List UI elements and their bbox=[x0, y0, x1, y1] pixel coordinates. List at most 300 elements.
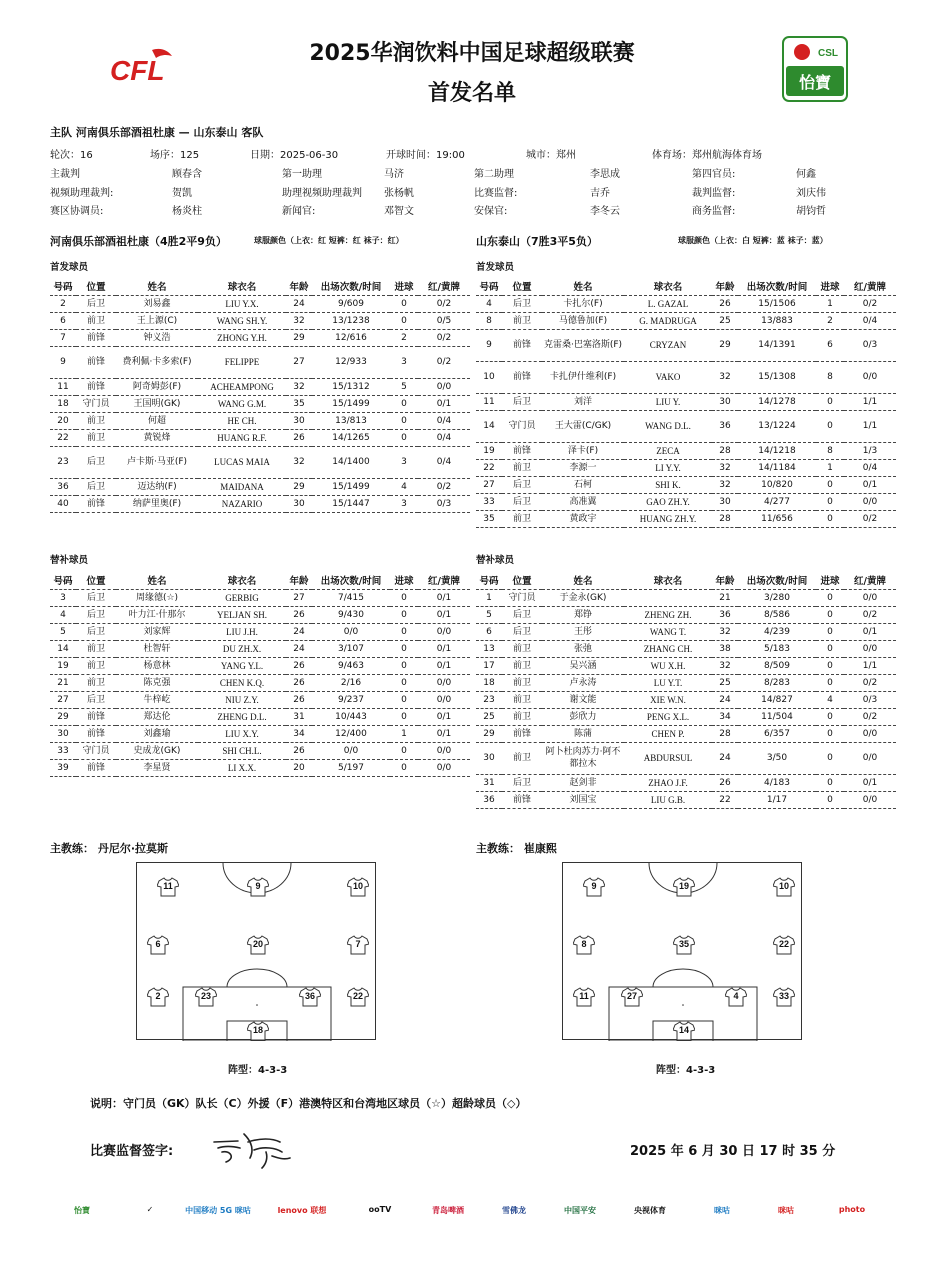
column-header: 进球 bbox=[390, 278, 418, 295]
player-row bbox=[50, 725, 470, 742]
player-cell: 0/2 bbox=[844, 295, 896, 312]
match-info-field: 轮次：16 bbox=[50, 150, 93, 161]
player-row bbox=[476, 410, 896, 442]
player-cell: 19 bbox=[50, 657, 76, 674]
sponsor-logo bbox=[479, 1194, 549, 1230]
player-cell: 14 bbox=[476, 410, 502, 442]
player-cell: 守门员 bbox=[76, 742, 116, 759]
player-cell: 王上源(C) bbox=[116, 312, 198, 329]
match-info-field: 第二助理 bbox=[474, 169, 514, 180]
player-cell: 0 bbox=[390, 412, 418, 429]
player-row bbox=[476, 295, 896, 312]
player-cell: 前卫 bbox=[76, 412, 116, 429]
player-cell: 后卫 bbox=[502, 476, 542, 493]
player-cell: 陈蒲 bbox=[542, 725, 624, 742]
player-shirt bbox=[773, 935, 795, 955]
shirt-number: 23 bbox=[200, 991, 211, 1001]
player-cell: 36 bbox=[50, 478, 76, 495]
player-cell: 1 bbox=[816, 295, 844, 312]
player-cell: 阿卜杜肉苏力·阿不都拉木 bbox=[542, 742, 624, 774]
player-cell: 5 bbox=[476, 606, 502, 623]
player-cell: 10 bbox=[476, 361, 502, 393]
player-cell: 3 bbox=[390, 346, 418, 378]
player-shirt bbox=[247, 1021, 269, 1041]
sponsor-name: 青岛啤酒 bbox=[432, 1206, 464, 1215]
player-cell: 22 bbox=[50, 429, 76, 446]
player-cell: 1 bbox=[476, 589, 502, 606]
player-cell: 前卫 bbox=[502, 657, 542, 674]
player-cell: 9 bbox=[50, 346, 76, 378]
player-cell: 36 bbox=[712, 410, 738, 442]
away-formation-pitch bbox=[562, 862, 802, 1040]
table-header-row bbox=[476, 572, 896, 589]
player-cell: 0 bbox=[816, 742, 844, 774]
player-cell: 刘易鑫 bbox=[116, 295, 198, 312]
player-cell: 0/0 bbox=[418, 623, 470, 640]
column-header: 红/黄牌 bbox=[418, 572, 470, 589]
player-cell: 石柯 bbox=[542, 476, 624, 493]
sponsor-logo bbox=[545, 1194, 615, 1230]
match-info-field: 刘庆伟 bbox=[796, 188, 826, 199]
player-shirt bbox=[247, 935, 269, 955]
player-cell: 8 bbox=[816, 361, 844, 393]
player-shirt bbox=[347, 987, 369, 1007]
shirt-number: 6 bbox=[155, 939, 161, 949]
player-cell: 26 bbox=[286, 606, 312, 623]
match-info-field: 城市：郑州 bbox=[526, 150, 576, 161]
player-cell: 4 bbox=[476, 295, 502, 312]
match-info-field: 何鑫 bbox=[796, 169, 816, 180]
player-cell: 卢卡斯·马亚(F) bbox=[116, 446, 198, 478]
away-coach: 主教练： 崔康熙 bbox=[476, 842, 557, 855]
player-cell: 7 bbox=[50, 329, 76, 346]
player-cell: 9/463 bbox=[312, 657, 390, 674]
player-cell: 25 bbox=[712, 312, 738, 329]
player-cell: 卡扎伊什维利(F) bbox=[542, 361, 624, 393]
player-cell: 29 bbox=[286, 329, 312, 346]
column-header: 号码 bbox=[476, 572, 502, 589]
player-cell: 守门员 bbox=[76, 395, 116, 412]
player-cell: 4/239 bbox=[738, 623, 816, 640]
player-cell: CHEN P. bbox=[624, 725, 712, 742]
match-info-field: 胡钧哲 bbox=[796, 206, 826, 217]
shirt-number: 27 bbox=[626, 991, 637, 1001]
player-cell: 15/1499 bbox=[312, 395, 390, 412]
csl-logo bbox=[782, 36, 848, 102]
player-cell: G. MADRUGA bbox=[624, 312, 712, 329]
column-header: 红/黄牌 bbox=[844, 278, 896, 295]
player-cell: 0/1 bbox=[418, 640, 470, 657]
home-away-line: 主队 河南俱乐部酒祖杜康 — 山东泰山 客队 bbox=[50, 126, 264, 139]
home-team-title: 河南俱乐部酒祖杜康（4胜2平9负） bbox=[50, 235, 227, 248]
player-cell: XIE W.N. bbox=[624, 691, 712, 708]
match-info-field: 新闻官: bbox=[282, 206, 316, 217]
player-cell: ZHENG ZH. bbox=[624, 606, 712, 623]
player-cell: 32 bbox=[712, 623, 738, 640]
player-cell: 32 bbox=[712, 476, 738, 493]
player-cell: HE CH. bbox=[198, 412, 286, 429]
player-cell: 0/2 bbox=[844, 606, 896, 623]
player-row bbox=[476, 623, 896, 640]
column-header: 号码 bbox=[50, 278, 76, 295]
player-cell: NAZARIO bbox=[198, 495, 286, 512]
player-cell: 7/415 bbox=[312, 589, 390, 606]
player-cell: 0 bbox=[816, 791, 844, 808]
shirt-number: 20 bbox=[252, 939, 263, 949]
player-cell: 0/1 bbox=[418, 725, 470, 742]
player-cell: 2 bbox=[390, 329, 418, 346]
player-cell: 于金永(GK) bbox=[542, 589, 624, 606]
player-row bbox=[476, 674, 896, 691]
player-cell: 后卫 bbox=[502, 295, 542, 312]
player-shirt bbox=[247, 877, 269, 897]
match-info-field: 贺凯 bbox=[172, 188, 192, 199]
column-header: 年龄 bbox=[286, 572, 312, 589]
player-row bbox=[50, 478, 470, 495]
player-cell: NIU Z.Y. bbox=[198, 691, 286, 708]
player-cell: 29 bbox=[286, 478, 312, 495]
player-cell: 前锋 bbox=[76, 708, 116, 725]
player-row bbox=[476, 791, 896, 808]
player-cell: 9/237 bbox=[312, 691, 390, 708]
sponsor-logo bbox=[47, 1194, 117, 1230]
player-cell: 23 bbox=[50, 446, 76, 478]
player-cell: 13/813 bbox=[312, 412, 390, 429]
player-cell: 1/1 bbox=[844, 393, 896, 410]
shirt-number: 9 bbox=[591, 881, 597, 891]
shirt-number: 11 bbox=[579, 991, 589, 1001]
player-cell: 刘国宝 bbox=[542, 791, 624, 808]
player-cell: WANG T. bbox=[624, 623, 712, 640]
away-subs-label: 替补球员 bbox=[476, 555, 515, 566]
player-cell: 前锋 bbox=[76, 495, 116, 512]
player-row bbox=[50, 623, 470, 640]
player-cell: 马德鲁加(F) bbox=[542, 312, 624, 329]
player-cell: 纳萨里奥(F) bbox=[116, 495, 198, 512]
player-cell: 24 bbox=[286, 640, 312, 657]
player-cell: 0/1 bbox=[844, 774, 896, 791]
player-cell: 后卫 bbox=[76, 589, 116, 606]
player-cell: 后卫 bbox=[502, 774, 542, 791]
player-row bbox=[476, 510, 896, 527]
player-cell: 0/0 bbox=[844, 589, 896, 606]
player-cell: 0 bbox=[816, 393, 844, 410]
player-cell: 35 bbox=[476, 510, 502, 527]
player-cell: 26 bbox=[286, 429, 312, 446]
player-cell: 15/1447 bbox=[312, 495, 390, 512]
player-cell: ABDURSUL bbox=[624, 742, 712, 774]
player-cell: 18 bbox=[476, 674, 502, 691]
player-cell: 4 bbox=[390, 478, 418, 495]
match-info-field: 裁判监督: bbox=[692, 188, 736, 199]
player-shirt bbox=[347, 935, 369, 955]
player-cell: 20 bbox=[286, 759, 312, 776]
player-shirt bbox=[195, 987, 217, 1007]
player-cell: 3 bbox=[390, 446, 418, 478]
player-row bbox=[476, 476, 896, 493]
player-row bbox=[476, 589, 896, 606]
sponsor-name: ✓ bbox=[146, 1205, 154, 1214]
player-cell: 29 bbox=[476, 725, 502, 742]
player-cell: 后卫 bbox=[502, 393, 542, 410]
match-info-row bbox=[50, 184, 900, 202]
player-cell: 吴兴涵 bbox=[542, 657, 624, 674]
match-info-field: 赛区协调员: bbox=[50, 206, 104, 217]
player-cell: 0/0 bbox=[312, 623, 390, 640]
player-cell: 26 bbox=[286, 657, 312, 674]
player-cell: 前锋 bbox=[76, 378, 116, 395]
player-cell: 5/183 bbox=[738, 640, 816, 657]
sponsor-caption bbox=[183, 1194, 253, 1199]
player-shirt bbox=[621, 987, 643, 1007]
player-cell: 0/2 bbox=[844, 708, 896, 725]
player-cell: 高准翼 bbox=[542, 493, 624, 510]
player-cell: 8/586 bbox=[738, 606, 816, 623]
player-cell: 后卫 bbox=[76, 478, 116, 495]
home-coach: 主教练： 丹尼尔·拉莫斯 bbox=[50, 842, 169, 855]
sponsor-name: lenovo 联想 bbox=[277, 1206, 327, 1215]
player-cell: 郑铮 bbox=[542, 606, 624, 623]
match-info-field: 开球时间：19:00 bbox=[386, 150, 465, 161]
player-cell: WANG G.M. bbox=[198, 395, 286, 412]
player-cell: 0 bbox=[816, 493, 844, 510]
sponsor-caption bbox=[345, 1194, 415, 1199]
shirt-number: 19 bbox=[678, 881, 689, 891]
player-cell: 38 bbox=[712, 640, 738, 657]
player-cell: 13/1224 bbox=[738, 410, 816, 442]
player-cell: 王国明(GK) bbox=[116, 395, 198, 412]
player-cell: 前锋 bbox=[76, 759, 116, 776]
player-cell: 王大雷(C/GK) bbox=[542, 410, 624, 442]
match-info-field: 马济 bbox=[384, 169, 404, 180]
player-cell: 0/0 bbox=[418, 378, 470, 395]
player-cell: 36 bbox=[476, 791, 502, 808]
player-cell: 26 bbox=[712, 774, 738, 791]
player-cell: 22 bbox=[712, 791, 738, 808]
sponsor-logo bbox=[267, 1194, 337, 1230]
player-cell: LIU J.H. bbox=[198, 623, 286, 640]
player-cell bbox=[624, 589, 712, 606]
player-cell: SHI CH.L. bbox=[198, 742, 286, 759]
column-header: 进球 bbox=[390, 572, 418, 589]
player-cell: 14/1184 bbox=[738, 459, 816, 476]
player-cell: 后卫 bbox=[502, 623, 542, 640]
column-header: 出场次数/时间 bbox=[312, 278, 390, 295]
player-cell: 前卫 bbox=[502, 510, 542, 527]
player-row bbox=[476, 708, 896, 725]
player-row bbox=[50, 295, 470, 312]
match-info-field: 日期：2025-06-30 bbox=[250, 150, 339, 161]
player-row bbox=[476, 774, 896, 791]
player-cell: 0 bbox=[816, 708, 844, 725]
player-cell: 前锋 bbox=[76, 725, 116, 742]
player-cell: 28 bbox=[712, 442, 738, 459]
player-cell: 前卫 bbox=[502, 459, 542, 476]
player-shirt bbox=[773, 987, 795, 1007]
player-row bbox=[476, 329, 896, 361]
player-cell: 31 bbox=[476, 774, 502, 791]
player-cell: 14/1265 bbox=[312, 429, 390, 446]
player-cell: 1/1 bbox=[844, 410, 896, 442]
player-cell: 0 bbox=[390, 640, 418, 657]
player-cell: 2 bbox=[816, 312, 844, 329]
player-row bbox=[50, 606, 470, 623]
player-cell: 张弛 bbox=[542, 640, 624, 657]
player-cell: 31 bbox=[286, 708, 312, 725]
player-cell: 12/616 bbox=[312, 329, 390, 346]
player-cell: 14 bbox=[50, 640, 76, 657]
player-cell: 32 bbox=[286, 312, 312, 329]
shirt-number: 10 bbox=[778, 881, 789, 891]
sponsor-name: 咪咕 bbox=[778, 1206, 794, 1215]
match-info-field: 助理视频助理裁判 bbox=[282, 188, 362, 199]
player-cell: 11 bbox=[50, 378, 76, 395]
shirt-number: 36 bbox=[304, 991, 315, 1001]
player-cell: 30 bbox=[712, 393, 738, 410]
column-header: 进球 bbox=[816, 278, 844, 295]
player-cell: 24 bbox=[286, 623, 312, 640]
player-cell: 15/1499 bbox=[312, 478, 390, 495]
match-info-row bbox=[50, 202, 900, 220]
player-cell: 0/0 bbox=[418, 759, 470, 776]
player-cell: 32 bbox=[286, 378, 312, 395]
player-cell: ACHEAMPONG bbox=[198, 378, 286, 395]
player-cell: 24 bbox=[286, 295, 312, 312]
player-cell: 27 bbox=[476, 476, 502, 493]
player-row bbox=[50, 446, 470, 478]
player-cell: 0 bbox=[390, 589, 418, 606]
sponsor-caption bbox=[267, 1194, 337, 1199]
player-cell: ZECA bbox=[624, 442, 712, 459]
player-row bbox=[50, 346, 470, 378]
player-cell: 牛梓屹 bbox=[116, 691, 198, 708]
player-cell: 13 bbox=[476, 640, 502, 657]
player-cell: 彭欣力 bbox=[542, 708, 624, 725]
player-cell: 25 bbox=[476, 708, 502, 725]
player-cell: 11/656 bbox=[738, 510, 816, 527]
player-cell: 8 bbox=[476, 312, 502, 329]
away-starters-label: 首发球员 bbox=[476, 262, 515, 273]
player-cell: 0/2 bbox=[418, 329, 470, 346]
match-info-field: 安保官: bbox=[474, 206, 508, 217]
match-info-field: 比赛监督: bbox=[474, 188, 518, 199]
player-cell: 何超 bbox=[116, 412, 198, 429]
player-cell: 克雷桑·巴塞洛斯(F) bbox=[542, 329, 624, 361]
player-cell: 前卫 bbox=[502, 312, 542, 329]
player-cell: GAO ZH.Y. bbox=[624, 493, 712, 510]
shirt-number: 9 bbox=[255, 881, 261, 891]
player-cell: YELJAN SH. bbox=[198, 606, 286, 623]
player-cell: 10/443 bbox=[312, 708, 390, 725]
sponsor-caption bbox=[751, 1194, 821, 1199]
match-info-field: 商务监督: bbox=[692, 206, 736, 217]
player-cell: 26 bbox=[286, 674, 312, 691]
player-cell: 0/4 bbox=[418, 412, 470, 429]
player-cell: 0/4 bbox=[844, 312, 896, 329]
column-header: 进球 bbox=[816, 572, 844, 589]
player-cell: 黄锐烽 bbox=[116, 429, 198, 446]
player-cell: 迈达纳(F) bbox=[116, 478, 198, 495]
player-cell: 0 bbox=[390, 623, 418, 640]
player-row bbox=[476, 493, 896, 510]
sponsor-name: 中国移动 5G 咪咕 bbox=[185, 1206, 251, 1215]
player-cell: 0 bbox=[816, 410, 844, 442]
shirt-number: 4 bbox=[733, 991, 739, 1001]
player-cell: 20 bbox=[50, 412, 76, 429]
player-cell: WANG SH.Y. bbox=[198, 312, 286, 329]
player-cell: WU X.H. bbox=[624, 657, 712, 674]
player-cell: 0 bbox=[816, 476, 844, 493]
column-header: 红/黄牌 bbox=[844, 572, 896, 589]
player-shirt bbox=[773, 877, 795, 897]
sponsor-caption bbox=[479, 1194, 549, 1199]
player-cell: LIU Y. bbox=[624, 393, 712, 410]
player-cell: CHEN K.Q. bbox=[198, 674, 286, 691]
sponsor-logo bbox=[615, 1194, 685, 1230]
shirt-number: 22 bbox=[352, 991, 363, 1001]
player-cell: 0/2 bbox=[418, 295, 470, 312]
player-cell: 0/4 bbox=[844, 459, 896, 476]
player-cell: 0/1 bbox=[418, 395, 470, 412]
player-cell: 36 bbox=[712, 606, 738, 623]
player-cell: 0 bbox=[390, 606, 418, 623]
sponsor-logo bbox=[817, 1194, 887, 1230]
player-row bbox=[50, 708, 470, 725]
player-cell: 前卫 bbox=[76, 674, 116, 691]
away-subs-table bbox=[476, 572, 896, 809]
player-row bbox=[50, 691, 470, 708]
match-info-field: 李冬云 bbox=[590, 206, 620, 217]
player-cell: 14/1400 bbox=[312, 446, 390, 478]
player-cell: 0 bbox=[816, 589, 844, 606]
player-cell: DU ZH.X. bbox=[198, 640, 286, 657]
player-shirt bbox=[573, 987, 595, 1007]
sponsor-caption bbox=[545, 1194, 615, 1199]
shirt-number: 10 bbox=[352, 881, 363, 891]
player-cell: 0 bbox=[390, 674, 418, 691]
player-cell: 0/0 bbox=[418, 674, 470, 691]
player-cell: 34 bbox=[286, 725, 312, 742]
player-cell: 卢永涛 bbox=[542, 674, 624, 691]
page-title: 2025华润饮料中国足球超级联赛 bbox=[309, 41, 635, 66]
player-cell: 0 bbox=[816, 774, 844, 791]
player-cell: 39 bbox=[50, 759, 76, 776]
player-row bbox=[476, 606, 896, 623]
player-cell: VAKO bbox=[624, 361, 712, 393]
sponsor-logo bbox=[687, 1194, 757, 1230]
player-row bbox=[476, 691, 896, 708]
player-cell: 0/1 bbox=[844, 623, 896, 640]
player-cell: 2 bbox=[50, 295, 76, 312]
home-subs-table bbox=[50, 572, 470, 777]
shirt-number: 2 bbox=[155, 991, 161, 1001]
sponsor-caption bbox=[687, 1194, 757, 1199]
player-cell: 0/0 bbox=[844, 725, 896, 742]
player-cell: FELIPPE bbox=[198, 346, 286, 378]
player-cell: 30 bbox=[476, 742, 502, 774]
player-cell: 后卫 bbox=[76, 446, 116, 478]
column-header: 出场次数/时间 bbox=[738, 572, 816, 589]
player-cell: 4/183 bbox=[738, 774, 816, 791]
player-cell: 0 bbox=[390, 429, 418, 446]
player-shirt bbox=[157, 877, 179, 897]
player-cell: 0/0 bbox=[844, 791, 896, 808]
column-header: 姓名 bbox=[116, 572, 198, 589]
player-cell: 前锋 bbox=[76, 346, 116, 378]
player-cell: 3 bbox=[390, 495, 418, 512]
player-cell: 3 bbox=[50, 589, 76, 606]
player-cell: 0 bbox=[390, 708, 418, 725]
